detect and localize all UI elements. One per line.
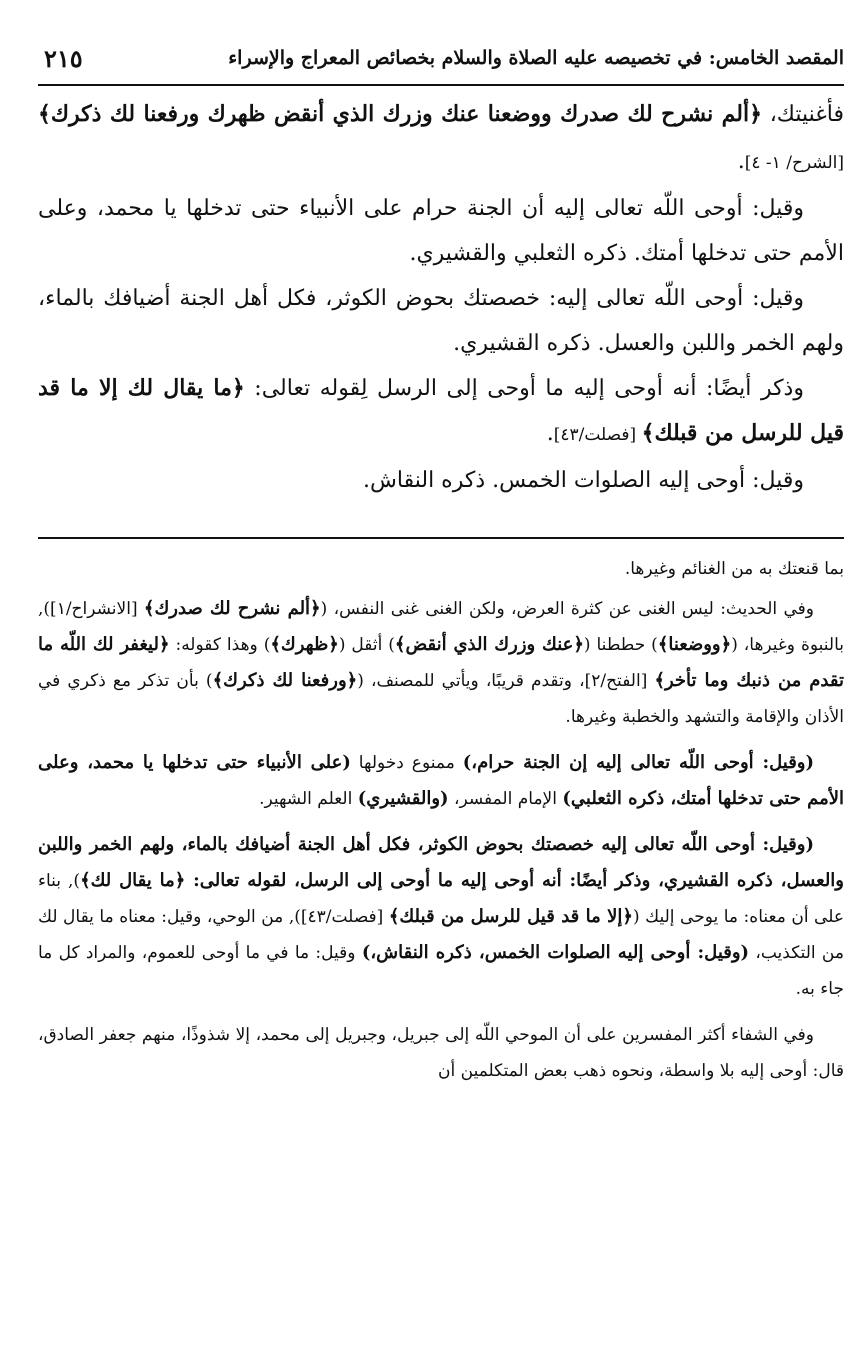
verse-reference: [الشرح/ ١- ٤]	[744, 153, 844, 173]
main-paragraph-3: وقيل: أوحى اللّه تعالى إليه: خصصتك بحوض الكوثر، فكل أهل الجنة أضيافك بالماء، ولهم الخمر واللبن والعسل. ذكره القشيري.	[38, 286, 844, 356]
page-header	[38, 38, 844, 86]
main-paragraph-4: وذكر أيضًا: أنه أوحى إليه ما أوحى إلى الرسل لِقوله تعالى: ﴿ما يقال لك إلا ما قد قيل للرسل من قبلك﴾ [فصلت/٤٣].	[38, 375, 844, 446]
quran-verse: ﴿ورفعنا لك ذكرك﴾	[212, 670, 358, 691]
main-paragraph-1: فأغنيتك، ﴿ألم نشرح لك صدرك ووضعنا عنك وزرك الذي أنقض ظهرك ورفعنا لك ذكرك﴾ [الشرح/ ١- ٤].	[38, 101, 844, 174]
quran-verse: ﴿ألم نشرح لك صدرك﴾	[143, 598, 321, 619]
footnote-separator	[38, 537, 844, 539]
commentary-paragraph-5: وفي الشفاء أكثر المفسرين على أن الموحي اللّه إلى جبريل، وجبريل إلى محمد، إلا شذوذًا، منهم جعفر الصادق، قال: أوحى إليه بلا واسطة، ونحوه ذهب بعض المتكلمين أن	[38, 1025, 844, 1081]
quran-verse: ﴿ما يقال لك إلا ما قد قيل للرسل من قبلك﴾	[38, 375, 844, 446]
quran-verse: ﴿إلا ما قد قيل للرسل من قبلك﴾	[388, 906, 633, 927]
commentary	[38, 551, 844, 1089]
verse-reference: [الانشراح/١]	[50, 599, 144, 619]
book-page	[38, 38, 844, 1093]
commentary-paragraph-4: (وقيل: أوحى اللّه تعالى إليه خصصتك بحوض الكوثر، فكل أهل الجنة أضيافك بالماء، ولهم الخمر واللبن والعسل، ذكره القشيري، وذكر أيضًا: أنه أوحى إليه ما أوحى إلى الرسل، لقوله تعالى: ﴿ما يقال لك﴾), بناء على أن معناه: ما يوحى إليك (﴿إلا ما قد قيل للرسل من قبلك﴾ [فصلت/٤٣]), من الوحي، وقيل: معناه ما يقال لك من التكذيب، (وقيل: أوحى إليه الصلوات الخمس، ذكره النقاش،) وقيل: ما في ما أوحى للعموم، والمراد كل ما جاء به.	[38, 834, 845, 999]
quran-verse: ﴿ظهرك﴾	[270, 634, 339, 655]
commentary-paragraph-3: (وقيل: أوحى اللّه تعالى إليه إن الجنة حرام،) ممنوع دخولها (على الأنبياء حتى تدخلها يا محمد، وعلى الأمم حتى تدخلها أمتك، ذكره الثعلبي) الإمام المفسر، (والقشيري) العلم الشهير.	[38, 752, 844, 809]
running-head: المقصد الخامس: في تخصيصه عليه الصلاة والسلام بخصائص المعراج والإسراء	[228, 47, 844, 69]
quran-verse: ﴿ليغفر لك اللّه ما تقدم من ذنبك وما تأخر﴾	[38, 634, 844, 691]
quran-verse: ﴿عنك وزرك الذي أنقض﴾	[394, 634, 584, 655]
main-text	[38, 92, 844, 503]
verse-reference: [فصلت/٤٣]	[553, 425, 642, 445]
verse-reference: [فصلت/٤٣]	[300, 907, 389, 927]
verse-reference: [الفتح/٢]	[584, 671, 655, 691]
commentary-paragraph-2: وفي الحديث: ليس الغنى عن كثرة العرض، ولكن الغنى غنى النفس، (﴿ألم نشرح لك صدرك﴾ [الانشراح/١]), بالنبوة وغيرها، (﴿ووضعنا﴾) حططنا (﴿عنك وزرك الذي أنقض﴾) أثقل (﴿ظهرك﴾) وهذا كقوله: ﴿ليغفر لك اللّه ما تقدم من ذنبك وما تأخر﴾ [الفتح/٢]، وتقدم قريبًا، ويأتي للمصنف، (﴿ورفعنا لك ذكرك﴾) بأن تذكر مع ذكري في الأذان والإقامة والتشهد والخطبة وغيرها.	[38, 598, 845, 727]
page-number: ٢١٥	[44, 43, 83, 73]
quran-verse: ﴿ما يقال لك﴾	[80, 870, 186, 891]
main-paragraph-2: وقيل: أوحى اللّه تعالى إليه أن الجنة حرام على الأنبياء حتى تدخلها يا محمد، وعلى الأمم حتى تدخلها أمتك. ذكره الثعلبي والقشيري.	[38, 196, 844, 266]
quran-verse: ﴿ووضعنا﴾	[657, 634, 732, 655]
main-paragraph-5: وقيل: أوحى إليه الصلوات الخمس. ذكره النقاش.	[363, 468, 804, 493]
commentary-paragraph-1: بما قنعتك به من الغنائم وغيرها.	[624, 559, 844, 579]
quran-verse: ﴿ألم نشرح لك صدرك ووضعنا عنك وزرك الذي أنقض ظهرك ورفعنا لك ذكرك﴾	[38, 101, 762, 127]
